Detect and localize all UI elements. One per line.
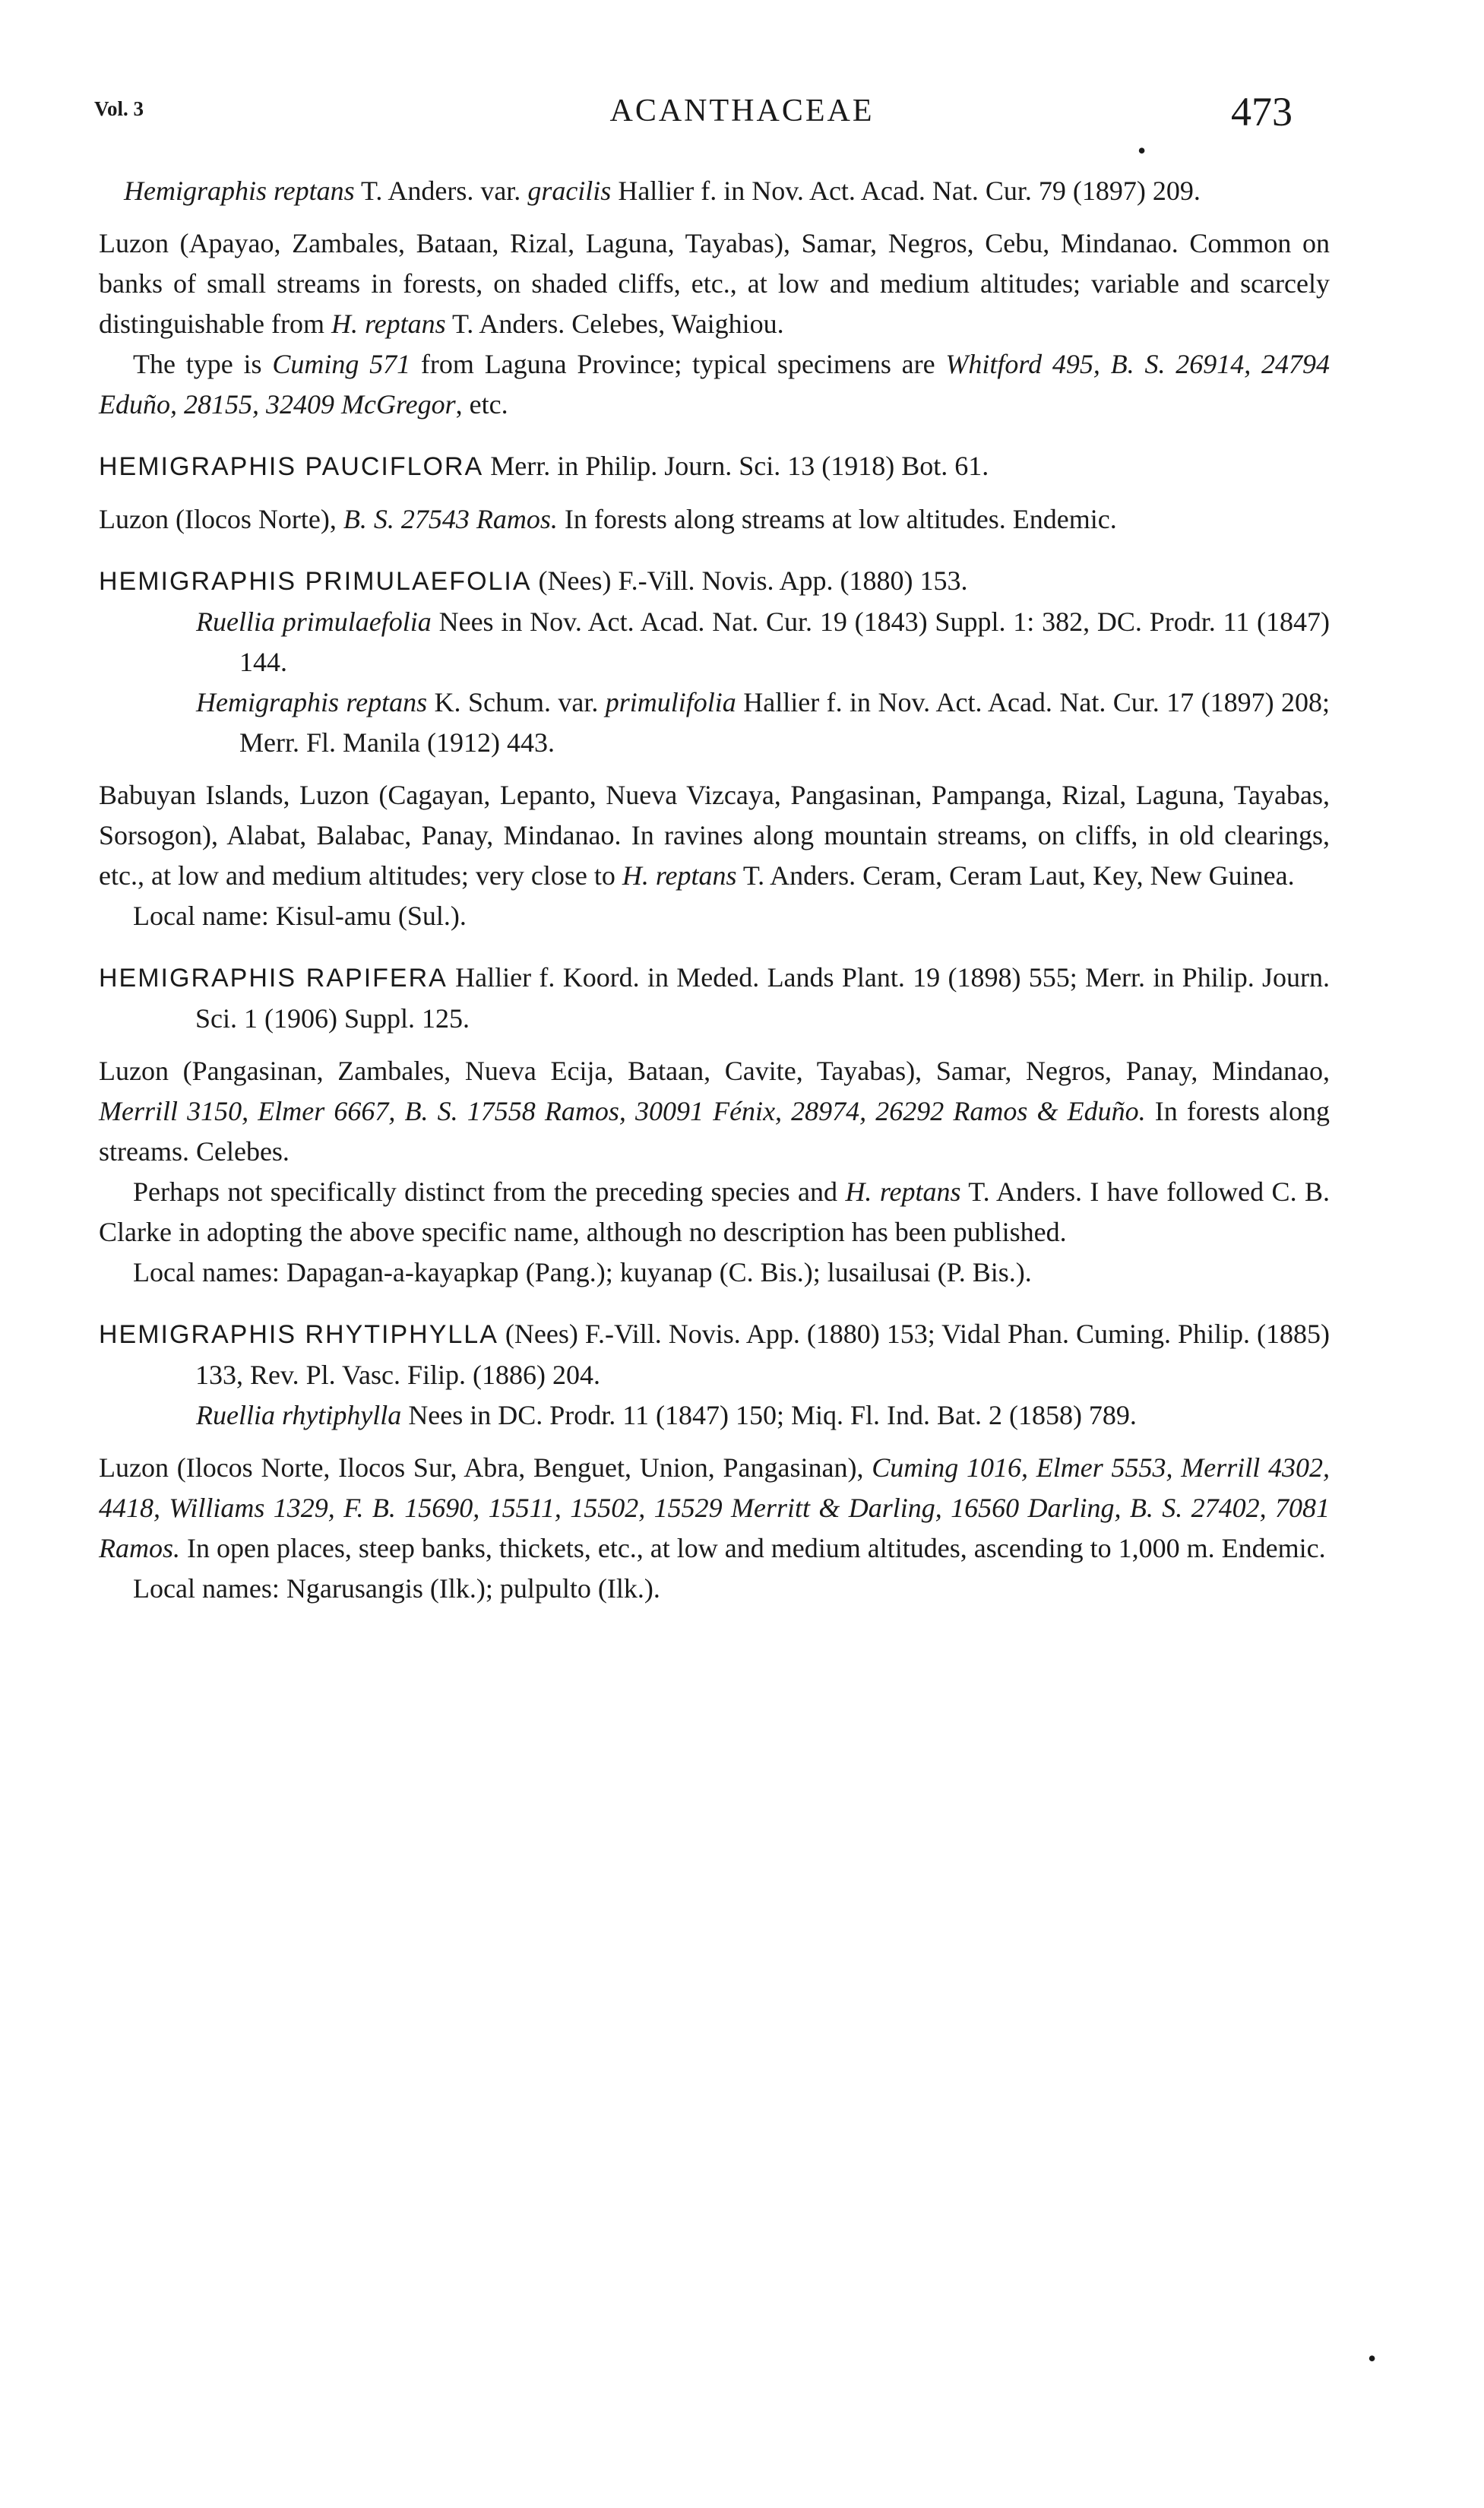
species-reference: (Nees) F.-Vill. Novis. App. (1880) 153; Vidal Phan. Cuming. Philip. (1885) 133, Rev. Pl. Vasc. Filip. (1886) 204. [195, 1319, 1330, 1390]
stray-mark: • [1138, 137, 1147, 164]
species-name: HEMIGRAPHIS PAUCIFLORA [99, 452, 484, 481]
text-run: Local name: Kisul-amu (Sul.). [133, 901, 467, 931]
text-run-italic: Whitford 495, B. S. 26914, 24794 Eduño, 28155, 32409 McGregor [99, 349, 1331, 420]
species-reference: Merr. in Philip. Journ. Sci. 13 (1918) Bot. 61. [483, 451, 989, 481]
synonym-variety: gracilis [527, 176, 612, 206]
text-run-italic: B. S. 27543 Ramos. [343, 504, 558, 534]
type-paragraph [99, 344, 1330, 425]
text-run: In open places, steep banks, thickets, etc., at low and medium altitudes, ascending to 1,000 m. Endemic. [180, 1533, 1326, 1563]
species-name: HEMIGRAPHIS RHYTIPHYLLA [99, 1320, 498, 1349]
text-run: Local names: Ngarusangis (Ilk.); pulpulto (Ilk.). [133, 1573, 660, 1604]
text-run: Luzon (Apayao, Zambales, Bataan, Rizal, Laguna, Tayabas), Samar, Negros, Cebu, Mindanao. Common on banks of small streams in forests, on shaded cliffs, etc., at low and medium altitudes; variable and scarcely distinguishable from [99, 228, 1330, 339]
synonym-author: Nees in DC. Prodr. 11 (1847) 150; Miq. Fl. Ind. Bat. 2 (1858) 789. [401, 1400, 1137, 1430]
text-run: , etc. [455, 389, 508, 420]
synonym-line [99, 1395, 1330, 1436]
synonym-line [99, 602, 1330, 682]
text-run-italic: H. reptans [622, 860, 737, 891]
synonym-variety: primulifolia [605, 687, 736, 717]
synonym-author: T. Anders. var. [354, 176, 528, 206]
species-name: HEMIGRAPHIS PRIMULAEFOLIA [99, 567, 532, 596]
synonym-author: Nees in Nov. Act. Acad. Nat. Cur. 19 (1843) Suppl. 1: 382, DC. Prodr. 11 (1847) 144. [239, 606, 1330, 677]
text-run: Luzon (Ilocos Norte, Ilocos Sur, Abra, Benguet, Union, Pangasinan), [99, 1452, 872, 1483]
species-heading [99, 958, 1330, 1039]
species-reference: Hallier f. Koord. in Meded. Lands Plant. 19 (1898) 555; Merr. in Philip. Journ. Sci. 1 (1906) Suppl. 125. [195, 962, 1331, 1034]
page-body [99, 171, 1330, 1609]
distribution-paragraph [99, 1051, 1330, 1172]
local-name-paragraph [99, 1252, 1330, 1293]
synonym-name: Ruellia rhytiphylla [196, 1400, 402, 1430]
text-run-italic: H. reptans [331, 309, 446, 339]
species-heading [99, 1314, 1330, 1395]
synonym-name: Hemigraphis reptans [124, 176, 355, 206]
page-number: 473 [1231, 89, 1293, 135]
text-run: from Laguna Province; typical specimens are [410, 349, 946, 379]
note-paragraph [99, 1172, 1330, 1252]
distribution-paragraph [99, 223, 1330, 344]
distribution-paragraph [99, 1448, 1330, 1569]
synonym-reference: Hallier f. in Nov. Act. Acad. Nat. Cur. 17 (1897) 208; Merr. Fl. Manila (1912) 443. [239, 687, 1331, 758]
family-title: ACANTHACEAE [609, 93, 875, 128]
species-heading [99, 561, 1330, 602]
synonym-name: Ruellia primulaefolia [196, 606, 432, 637]
text-run: T. Anders. Ceram, Ceram Laut, Key, New Guinea. [736, 860, 1295, 891]
text-run-italic: Cuming 1016, Elmer 5553, Merrill 4302, 4418, Williams 1329, F. B. 15690, 15511, 15502, 15529 Merritt & Darling, 16560 Darling, B. S. 27402, 7081 Ramos. [99, 1452, 1331, 1563]
volume-label: Vol. 3 [94, 97, 144, 120]
text-run: Luzon (Pangasinan, Zambales, Nueva Ecija, Bataan, Cavite, Tayabas), Samar, Negros, Panay, Mindanao, [99, 1056, 1330, 1086]
synonym-reference: Hallier f. in Nov. Act. Acad. Nat. Cur. 79 (1897) 209. [611, 176, 1201, 206]
synonym-line [99, 682, 1330, 763]
text-run: Luzon (Ilocos Norte), [99, 504, 343, 534]
distribution-paragraph [99, 775, 1330, 896]
species-heading [99, 446, 1330, 487]
text-run-italic: H. reptans [845, 1176, 961, 1207]
synonym-line [99, 171, 1330, 211]
text-run: In forests along streams at low altitudes. Endemic. [557, 504, 1117, 534]
species-name: HEMIGRAPHIS RAPIFERA [99, 964, 448, 993]
local-name-paragraph [99, 1569, 1330, 1609]
text-run: Perhaps not specifically distinct from the preceding species and [133, 1176, 846, 1207]
text-run: T. Anders. I have followed C. B. Clarke in adopting the above specific name, although no description has been published. [99, 1176, 1330, 1247]
text-run-italic: Cuming 571 [272, 349, 411, 379]
text-run: Babuyan Islands, Luzon (Cagayan, Lepanto, Nueva Vizcaya, Pangasinan, Pampanga, Rizal, Laguna, Tayabas, Sorsogon), Alabat, Balabac, Panay, Mindanao. In ravines along mountain streams, on cliffs, in old clearings, etc., at low and medium altitudes; very close to [99, 780, 1330, 891]
text-run-italic: Merrill 3150, Elmer 6667, B. S. 17558 Ramos, 30091 Fénix, 28974, 26292 Ramos & Eduño. [99, 1096, 1146, 1126]
synonym-author: K. Schum. var. [427, 687, 606, 717]
text-run: In forests along streams. Celebes. [99, 1096, 1330, 1167]
text-run: Local names: Dapagan-a-kayapkap (Pang.); kuyanap (C. Bis.); lusailusai (P. Bis.). [133, 1257, 1032, 1287]
text-run: The type is [133, 349, 273, 379]
stray-mark: • [1368, 2345, 1377, 2372]
page-header [0, 0, 1484, 167]
local-name-paragraph [99, 896, 1330, 936]
distribution-paragraph [99, 499, 1330, 540]
synonym-name: Hemigraphis reptans [196, 687, 428, 717]
species-reference: (Nees) F.-Vill. Novis. App. (1880) 153. [531, 565, 968, 596]
text-run: T. Anders. Celebes, Waighiou. [445, 309, 784, 339]
